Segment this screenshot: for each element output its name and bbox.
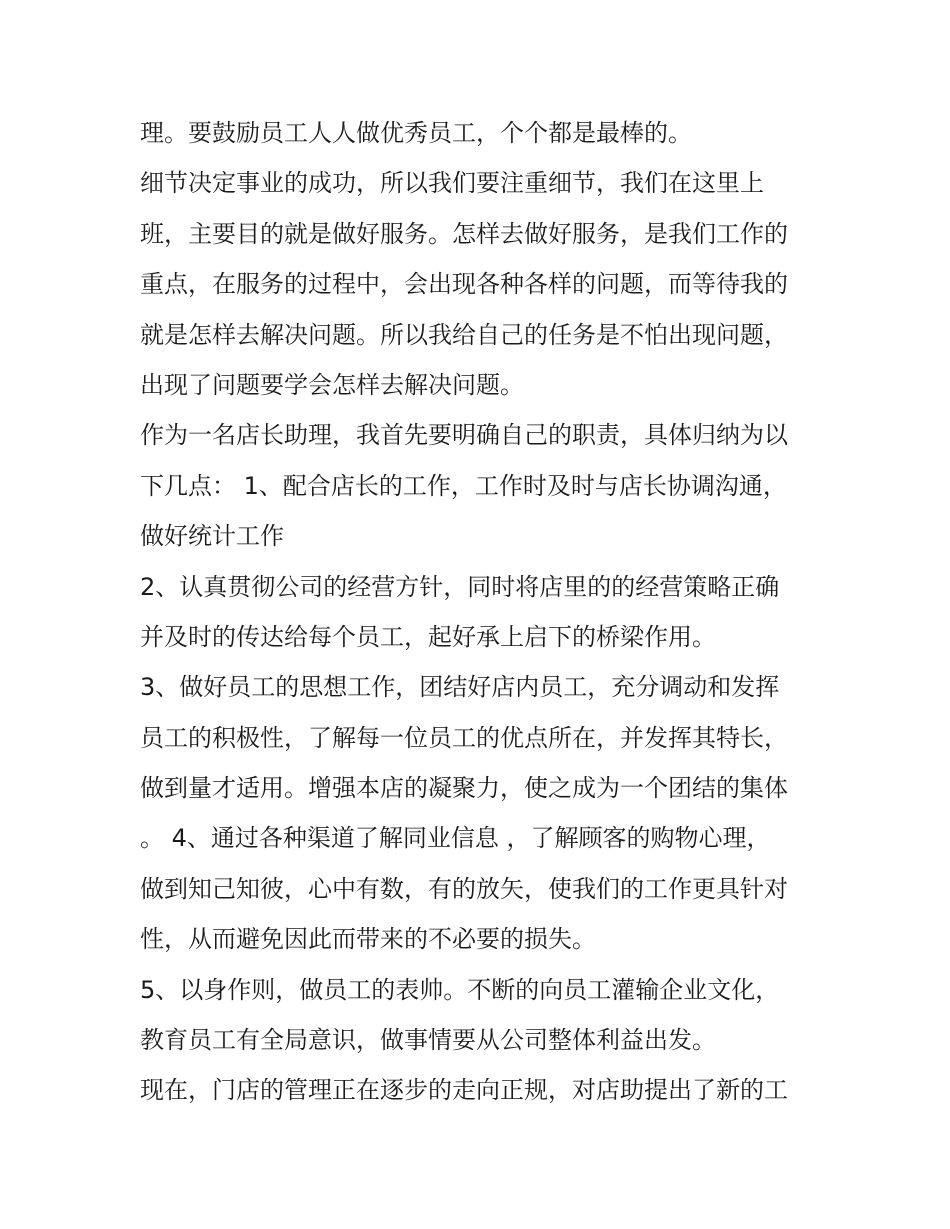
- text-line: 出现了问题要学会怎样去解决问题。: [140, 370, 524, 399]
- text-line: 就是怎样去解决问题。所以我给自己的任务是不怕出现问题，: [140, 320, 788, 349]
- body-text: [140, 108, 820, 1116]
- text-line: 下几点： 1、配合店长的工作，工作时及时与店长协调沟通，: [140, 471, 787, 500]
- text-line: 现在，门店的管理正在逐步的走向正规，对店助提出了新的工: [140, 1076, 788, 1105]
- text-line: 做到知己知彼，心中有数，有的放矢，使我们的工作更具针对: [140, 874, 788, 903]
- text-line: 细节决定事业的成功，所以我们要注重细节，我们在这里上: [140, 169, 764, 198]
- text-line: 作为一名店长助理，我首先要明确自己的职责，具体归纳为以: [140, 421, 788, 450]
- text-line: 理。要鼓励员工人人做优秀员工，个个都是最棒的。: [140, 119, 692, 147]
- text-line: 班，主要目的就是做好服务。怎样去做好服务，是我们工作的: [140, 219, 788, 248]
- text-line: 做好统计工作: [140, 522, 284, 551]
- text-line: 。 4、通过各种渠道了解同业信息 ，了解顾客的购物心理，: [140, 824, 771, 853]
- text-line: 性，从而避免因此而带来的不必要的损失。: [140, 925, 596, 954]
- text-line: 3、做好员工的思想工作，团结好店内员工，充分调动和发挥: [140, 673, 780, 702]
- text-line: 2、认真贯彻公司的经营方针，同时将店里的的经营策略正确: [140, 572, 780, 601]
- text-line: 并及时的传达给每个员工，起好承上启下的桥梁作用。: [140, 622, 716, 651]
- text-line: 5、以身作则，做员工的表帅。不断的向员工灌输企业文化，: [140, 975, 780, 1004]
- text-line: 教育员工有全局意识，做事情要从公司整体利益出发。: [140, 1026, 716, 1055]
- text-line: 做到量才适用。增强本店的凝聚力，使之成为一个团结的集体: [140, 774, 788, 803]
- text-line: 重点，在服务的过程中，会出现各种各样的问题，而等待我的: [140, 270, 788, 299]
- text-line: 员工的积极性，了解每一位员工的优点所在，并发挥其特长，: [140, 723, 788, 752]
